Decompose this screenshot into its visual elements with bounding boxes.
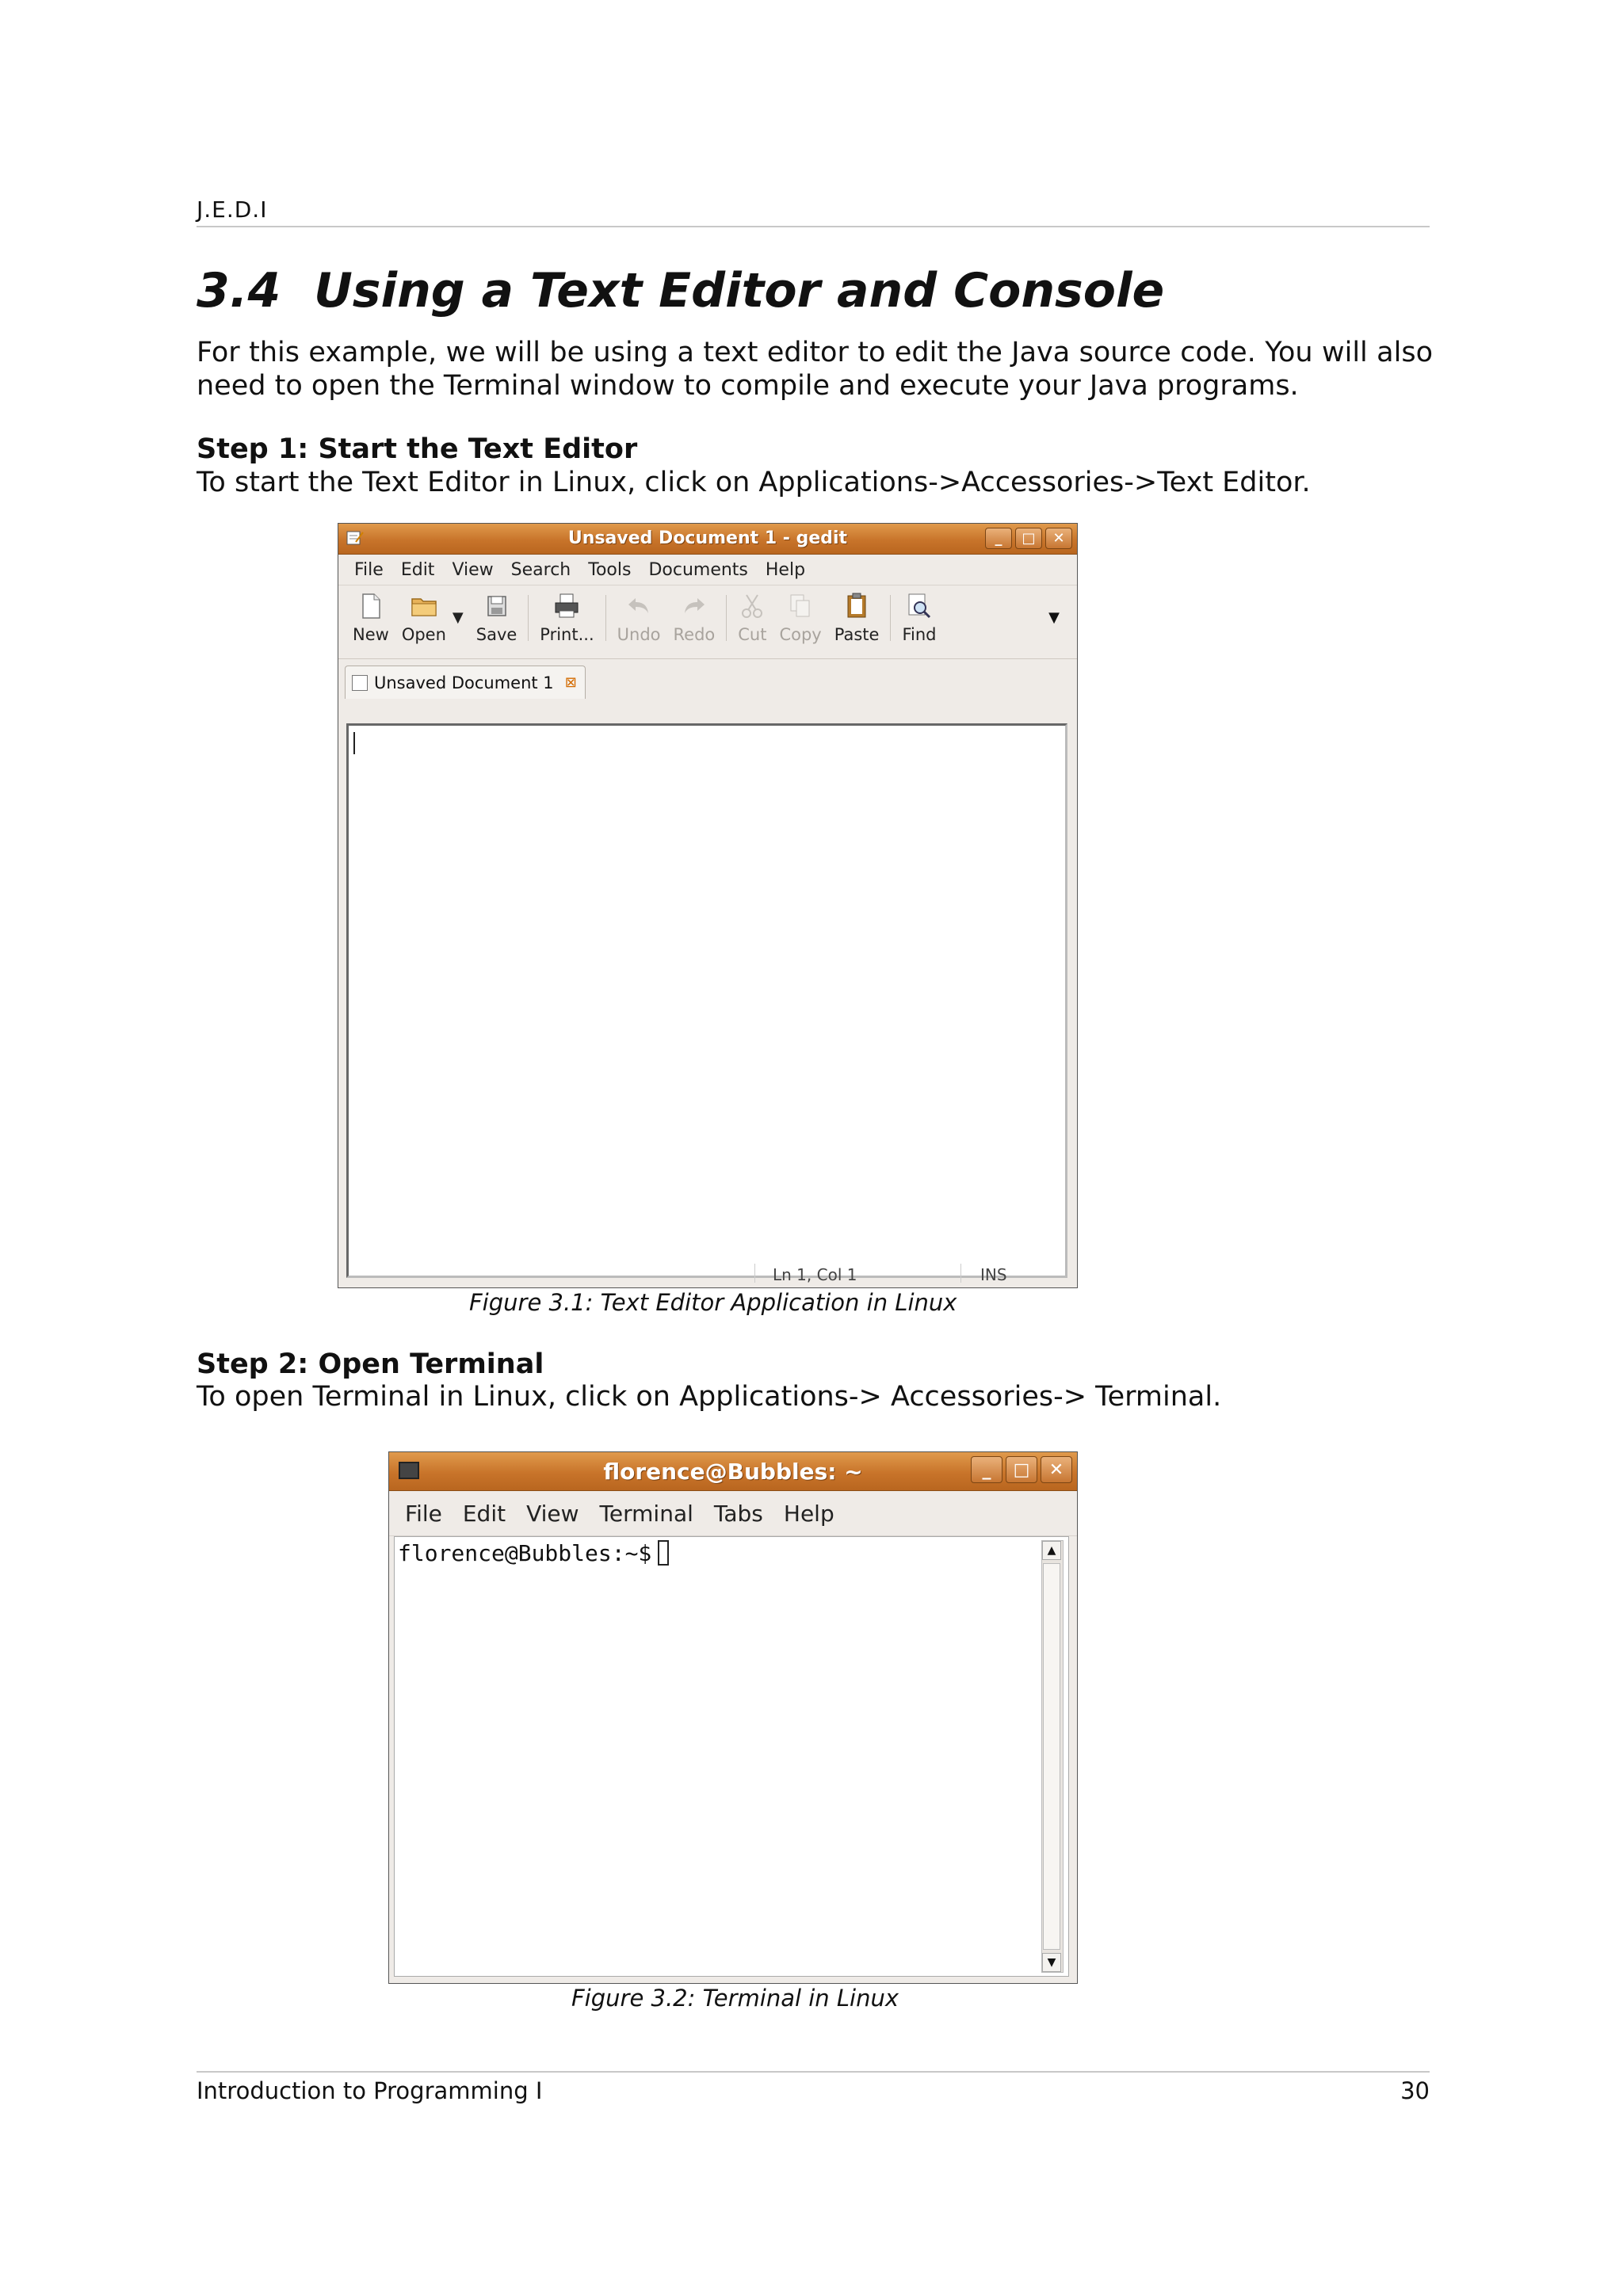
gedit-window	[338, 523, 1078, 1288]
undo-icon	[624, 592, 653, 620]
terminal-output-area[interactable]	[394, 1536, 1069, 1977]
menu-help[interactable]: Help	[783, 1500, 834, 1527]
save-icon	[483, 592, 511, 620]
find-icon	[905, 592, 934, 620]
menu-file[interactable]: File	[354, 559, 384, 580]
cursor-position: Ln 1, Col 1	[773, 1265, 857, 1284]
folder-icon	[410, 592, 438, 620]
open-dropdown-arrow-icon[interactable]: ▼	[452, 609, 464, 626]
gedit-statusbar	[338, 1259, 1077, 1287]
gedit-toolbar	[338, 585, 1077, 659]
menu-edit[interactable]: Edit	[400, 559, 435, 580]
close-tab-icon[interactable]: ⊠	[564, 674, 577, 691]
text-editing-area[interactable]	[346, 723, 1067, 1278]
find-button[interactable]: Find	[902, 592, 936, 644]
footer-title: Introduction to Programming I	[197, 2077, 543, 2104]
scroll-down-arrow-icon[interactable]: ▼	[1042, 1953, 1061, 1972]
gedit-titlebar[interactable]	[338, 524, 1077, 555]
menu-view[interactable]: View	[452, 559, 494, 580]
header-rule	[197, 226, 1430, 227]
paste-button[interactable]: Paste	[834, 592, 880, 644]
terminal-window	[388, 1451, 1078, 1984]
document-tab[interactable]	[345, 666, 586, 699]
toolbar-overflow-arrow-icon[interactable]: ▼	[1048, 609, 1060, 626]
toolbar-separator	[890, 595, 891, 641]
new-document-icon	[357, 592, 385, 620]
document-tab-row	[338, 659, 1077, 699]
toolbar-separator	[528, 595, 529, 641]
section-title: 3.4 Using a Text Editor and Console	[197, 263, 1165, 318]
print-button[interactable]: Print...	[540, 592, 594, 644]
figure1-caption: Figure 3.1: Text Editor Application in Linux	[469, 1289, 957, 1316]
menu-view[interactable]: View	[526, 1500, 579, 1527]
status-separator	[960, 1264, 961, 1283]
undo-button[interactable]: Undo	[617, 592, 661, 644]
copy-button[interactable]: Copy	[779, 592, 821, 644]
status-separator	[754, 1264, 755, 1283]
terminal-prompt-line	[398, 1540, 669, 1566]
new-button[interactable]: New	[353, 592, 389, 644]
terminal-prompt: florence@Bubbles:~$	[398, 1540, 652, 1566]
terminal-menubar	[389, 1491, 1077, 1536]
maximize-button[interactable]: □	[1006, 1456, 1037, 1483]
menu-terminal[interactable]: Terminal	[599, 1500, 693, 1527]
menu-tools[interactable]: Tools	[588, 559, 632, 580]
step2-title: Step 2: Open Terminal	[197, 1348, 544, 1380]
minimize-button[interactable]: _	[971, 1456, 1002, 1483]
text-cursor	[353, 732, 355, 754]
page-number: 30	[1400, 2077, 1430, 2104]
printer-icon	[552, 592, 581, 620]
document-tab-icon	[352, 675, 368, 691]
terminal-cursor	[658, 1540, 669, 1566]
menu-search[interactable]: Search	[510, 559, 571, 580]
redo-button[interactable]: Redo	[674, 592, 716, 644]
close-button[interactable]: ✕	[1041, 1456, 1072, 1483]
scissors-icon	[738, 592, 766, 620]
menu-documents[interactable]: Documents	[648, 559, 748, 580]
terminal-scrollbar[interactable]	[1041, 1540, 1064, 1973]
intro-paragraph: For this example, we will be using a text editor to edit the Java source code. You will also need to open the Terminal window to compile and execute your Java programs.	[197, 337, 1433, 402]
menu-tabs[interactable]: Tabs	[713, 1500, 763, 1527]
cut-button[interactable]: Cut	[738, 592, 766, 644]
document-tab-label: Unsaved Document 1	[374, 673, 554, 692]
toolbar-separator	[605, 595, 606, 641]
footer-rule	[197, 2071, 1430, 2073]
menu-help[interactable]: Help	[765, 559, 806, 580]
maximize-button[interactable]: □	[1015, 528, 1042, 549]
close-button[interactable]: ✕	[1045, 528, 1072, 549]
gedit-window-title: Unsaved Document 1 - gedit	[567, 528, 848, 548]
save-button[interactable]: Save	[476, 592, 517, 644]
scroll-up-arrow-icon[interactable]: ▲	[1042, 1541, 1061, 1560]
scrollbar-thumb[interactable]	[1043, 1563, 1060, 1950]
copy-icon	[786, 592, 815, 620]
step1-text: To start the Text Editor in Linux, click on Applications->Accessories->Text Editor.	[197, 467, 1311, 498]
toolbar-separator	[726, 595, 727, 641]
clipboard-icon	[842, 592, 871, 620]
terminal-window-title: florence@Bubbles: ~	[603, 1459, 863, 1485]
step1-title: Step 1: Start the Text Editor	[197, 433, 638, 465]
gedit-menubar	[338, 555, 1077, 585]
figure2-caption: Figure 3.2: Terminal in Linux	[571, 1985, 899, 2012]
redo-icon	[680, 592, 708, 620]
insert-mode: INS	[980, 1265, 1007, 1284]
step2-text: To open Terminal in Linux, click on Applications-> Accessories-> Terminal.	[197, 1381, 1222, 1413]
minimize-button[interactable]: _	[985, 528, 1012, 549]
running-header: J.E.D.I	[197, 196, 268, 223]
open-button[interactable]: Open	[402, 592, 446, 644]
terminal-titlebar[interactable]	[389, 1452, 1077, 1491]
menu-file[interactable]: File	[405, 1500, 442, 1527]
menu-edit[interactable]: Edit	[462, 1500, 506, 1527]
